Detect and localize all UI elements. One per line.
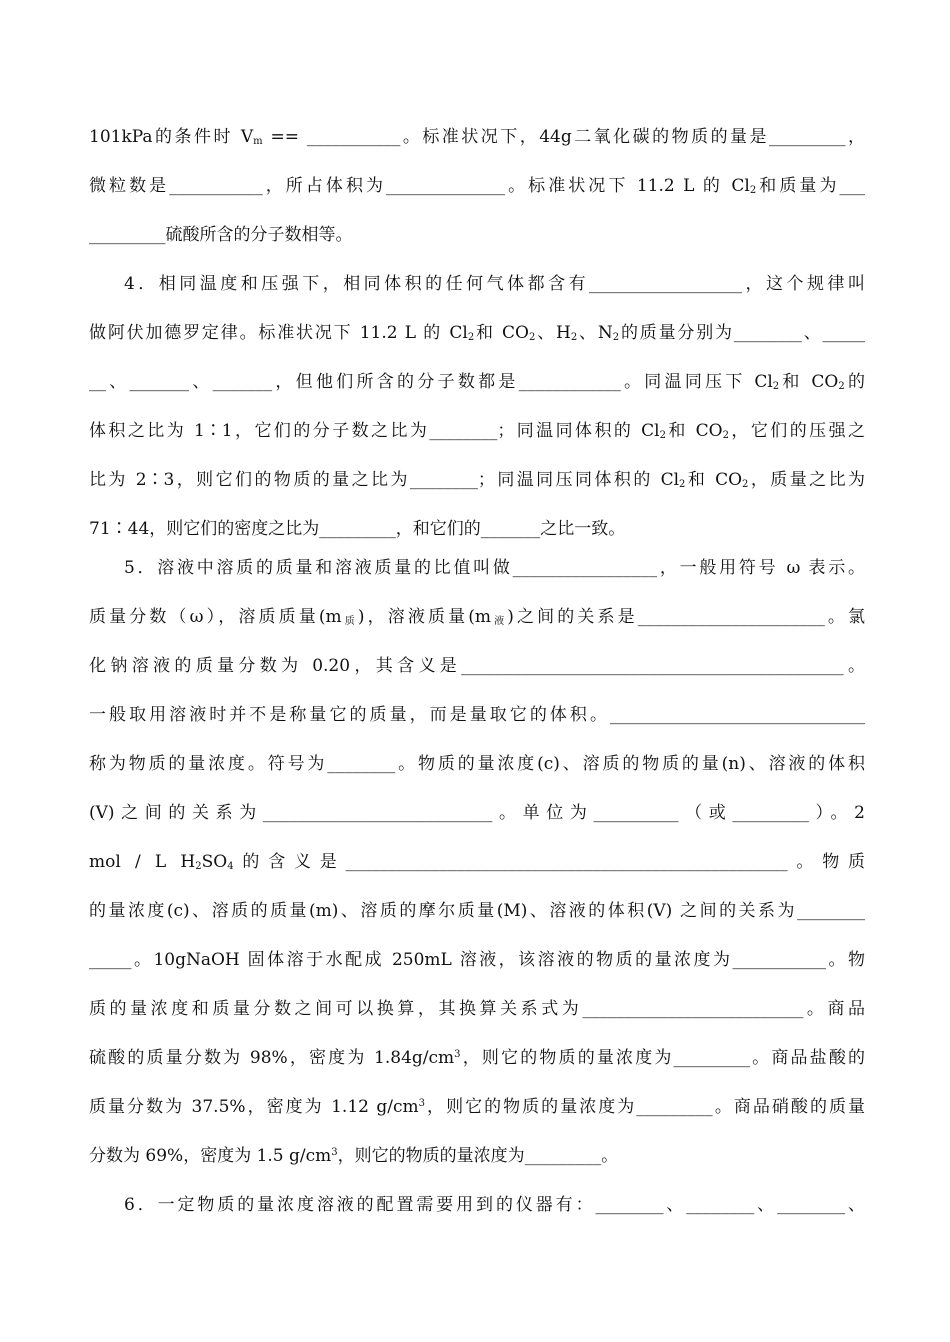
- text-line: _________硫酸所含的分子数相等。: [89, 225, 353, 245]
- text-line: _____。10gNaOH 固体溶于水配成 250mL 溶液，该溶液的物质的量浓度为___________。物: [89, 950, 865, 970]
- text-line: 比为 2∶3，则它们的物质的量之比为________；同温同压同体积的 $Cl_2$和 $CO_2$，质量之比为: [89, 470, 865, 490]
- text-line: 微粒数是___________，所占体积为______________。标准状况下 11.2 L 的 $Cl_2$和质量为___: [89, 176, 865, 196]
- text-line: (V)之间的关系为___________________________。单位为__________（或_________）。2: [89, 803, 865, 823]
- text-line: 化钠溶液的质量分数为 0.20，其含义是_____________________________________________。: [89, 656, 865, 676]
- text-line: 做阿伏加德罗定律。标准状况下 11.2 L 的 $Cl_2$和 $CO_2$、$H_2$、$N_2$的质量分别为________、_____: [89, 323, 865, 343]
- text-line: 质的量浓度和质量分数之间可以换算，其换算关系式为__________________________。商品: [89, 999, 865, 1019]
- text-line: 硫酸的质量分数为 98%，密度为 $1.84g/cm^3$，则它的物质的量浓度为_________。商品盐酸的: [89, 1048, 865, 1068]
- question-5-start: 5．溶液中溶质的质量和溶液质量的比值叫做_________________，一般用符号 ω 表示。: [124, 558, 865, 578]
- text-line: 101kPa的条件时 $V_m$ == ___________。标准状况下，44g二氧化碳的物质的量是_________，: [89, 127, 865, 147]
- question-6-start: 6．一定物质的量浓度溶液的配置需要用到的仪器有：________、________、________、: [124, 1195, 865, 1215]
- question-4-start: 4．相同温度和压强下，相同体积的任何气体都含有__________________，这个规律叫: [124, 274, 865, 294]
- text-line: 质量分数为 37.5%，密度为 1.12 $g/cm^3$，则它的物质的量浓度为_________。商品硝酸的质量: [89, 1097, 865, 1117]
- text-line: 一般取用溶液时并不是称量它的质量，而是量取它的体积。______________________________: [89, 705, 865, 725]
- text-line: 71∶44，则它们的密度之比为_________，和它们的_______之比一致。: [89, 519, 626, 539]
- text-line: 分数为 69%，密度为 1.5 $g/cm^3$，则它的物质的量浓度为_________。: [89, 1146, 619, 1166]
- text-line: __、_______、_______，但他们所含的分子数都是____________。同温同压下 $Cl_2$和 $CO_2$的: [89, 372, 865, 392]
- text-line: mol / L $H_2SO_4$的含义是____________________________________________________。物质: [89, 852, 865, 872]
- text-line: 称为物质的量浓度。符号为________。物质的量浓度(c)、溶质的物质的量(n)、溶液的体积: [89, 754, 865, 774]
- text-line: 质量分数（ω），溶质质量$(m_质)$，溶液质量$(m_液)$之间的关系是______________________。氯: [89, 607, 865, 627]
- text-line: 体积之比为 1∶1，它们的分子数之比为________；同温同体积的 $Cl_2$和 $CO_2$，它们的压强之: [89, 421, 865, 441]
- text-line: 的量浓度(c)、溶质的质量(m)、溶质的摩尔质量(M)、溶液的体积(V) 之间的关系为________: [89, 901, 865, 921]
